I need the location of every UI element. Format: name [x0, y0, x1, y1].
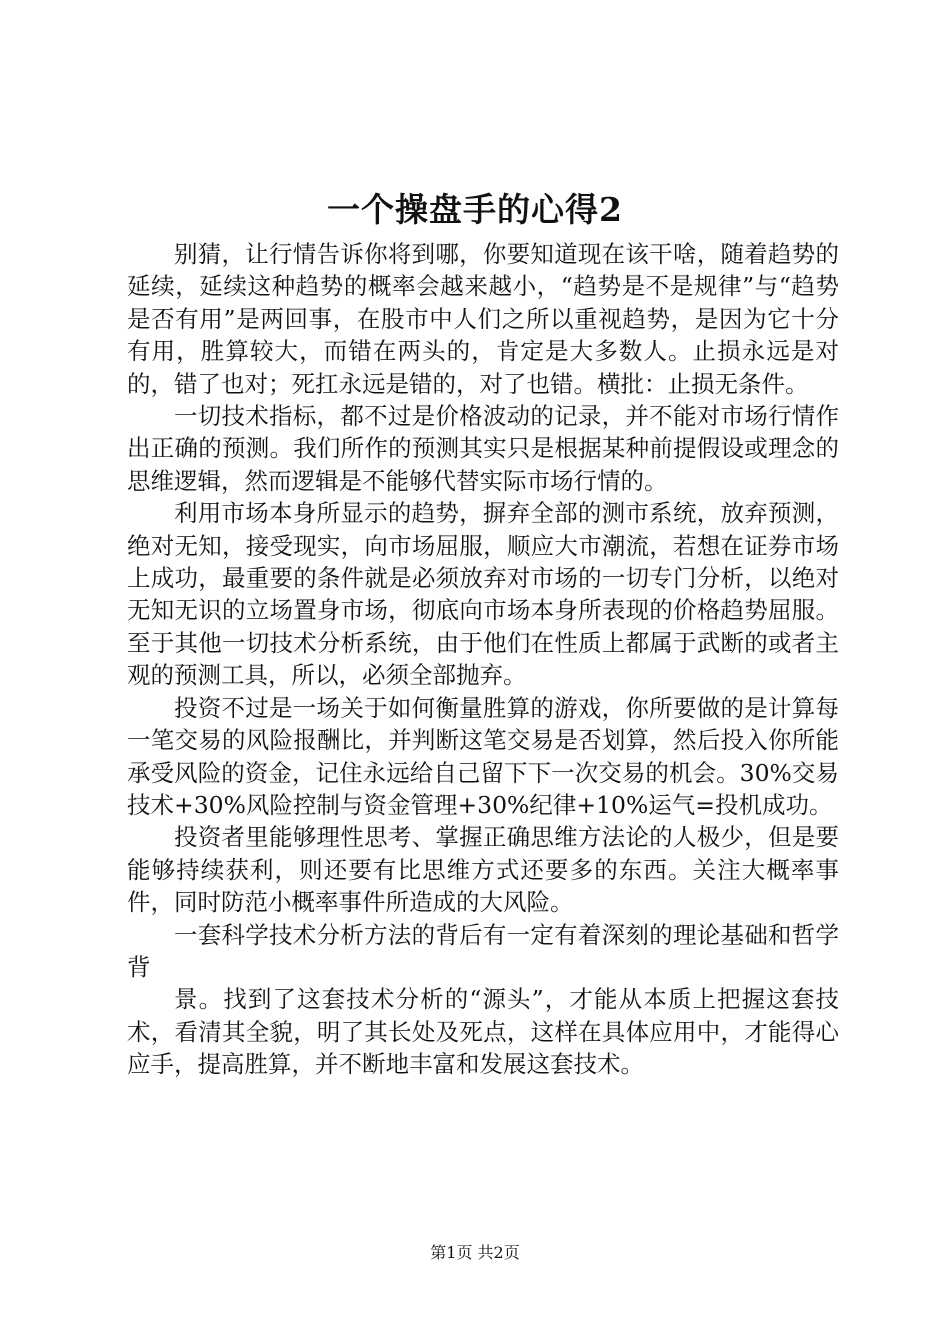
paragraph-6: 一套科学技术分析方法的背后有一定有着深刻的理论基础和哲学背	[127, 920, 839, 981]
paragraph-7: 景。找到了这套技术分析的“源头”，才能从本质上把握这套技术，看清其全貌，明了其长处及死点，这样在具体应用中，才能得心应手，提高胜算，并不断地丰富和发展这套技术。	[127, 985, 839, 1079]
paragraph-5: 投资者里能够理性思考、掌握正确思维方法论的人极少，但是要能够持续获利，则还要有比思维方式还要多的东西。关注大概率事件，同时防范小概率事件所造成的大风险。	[127, 823, 839, 917]
paragraph-4: 投资不过是一场关于如何衡量胜算的游戏，你所要做的是计算每一笔交易的风险报酬比，并判断这笔交易是否划算，然后投入你所能承受风险的资金，记住永远给自己留下下一次交易的机会。30%交易技术+30%风险控制与资金管理+30%纪律+10%运气=投机成功。	[127, 693, 839, 819]
page-footer: 第1页 共2页	[430, 1243, 520, 1262]
document-title: 一个操盘手的心得2	[327, 190, 623, 229]
paragraph-1: 别猜，让行情告诉你将到哪，你要知道现在该干啥，随着趋势的延续，延续这种趋势的概率会越来越小，“趋势是不是规律”与“趋势是否有用”是两回事，在股市中人们之所以重视趋势，是因为它十分有用，胜算较大，而错在两头的，肯定是大多数人。止损永远是对的，错了也对；死扛永远是错的，对了也错。横批：止损无条件。	[127, 240, 839, 398]
paragraph-3: 利用市场本身所显示的趋势，摒弃全部的测市系统，放弃预测，绝对无知，接受现实，向市场屈服，顺应大市潮流，若想在证券市场上成功，最重要的条件就是必须放弃对市场的一切专门分析，以绝对无知无识的立场置身市场，彻底向市场本身所表现的价格趋势屈服。至于其他一切技术分析系统，由于他们在性质上都属于武断的或者主观的预测工具，所以，必须全部抛弃。	[127, 499, 839, 690]
paragraph-2: 一切技术指标，都不过是价格波动的记录，并不能对市场行情作出正确的预测。我们所作的预测其实只是根据某种前提假设或理念的思维逻辑，然而逻辑是不能够代替实际市场行情的。	[127, 402, 839, 495]
document-body	[127, 238, 839, 1081]
